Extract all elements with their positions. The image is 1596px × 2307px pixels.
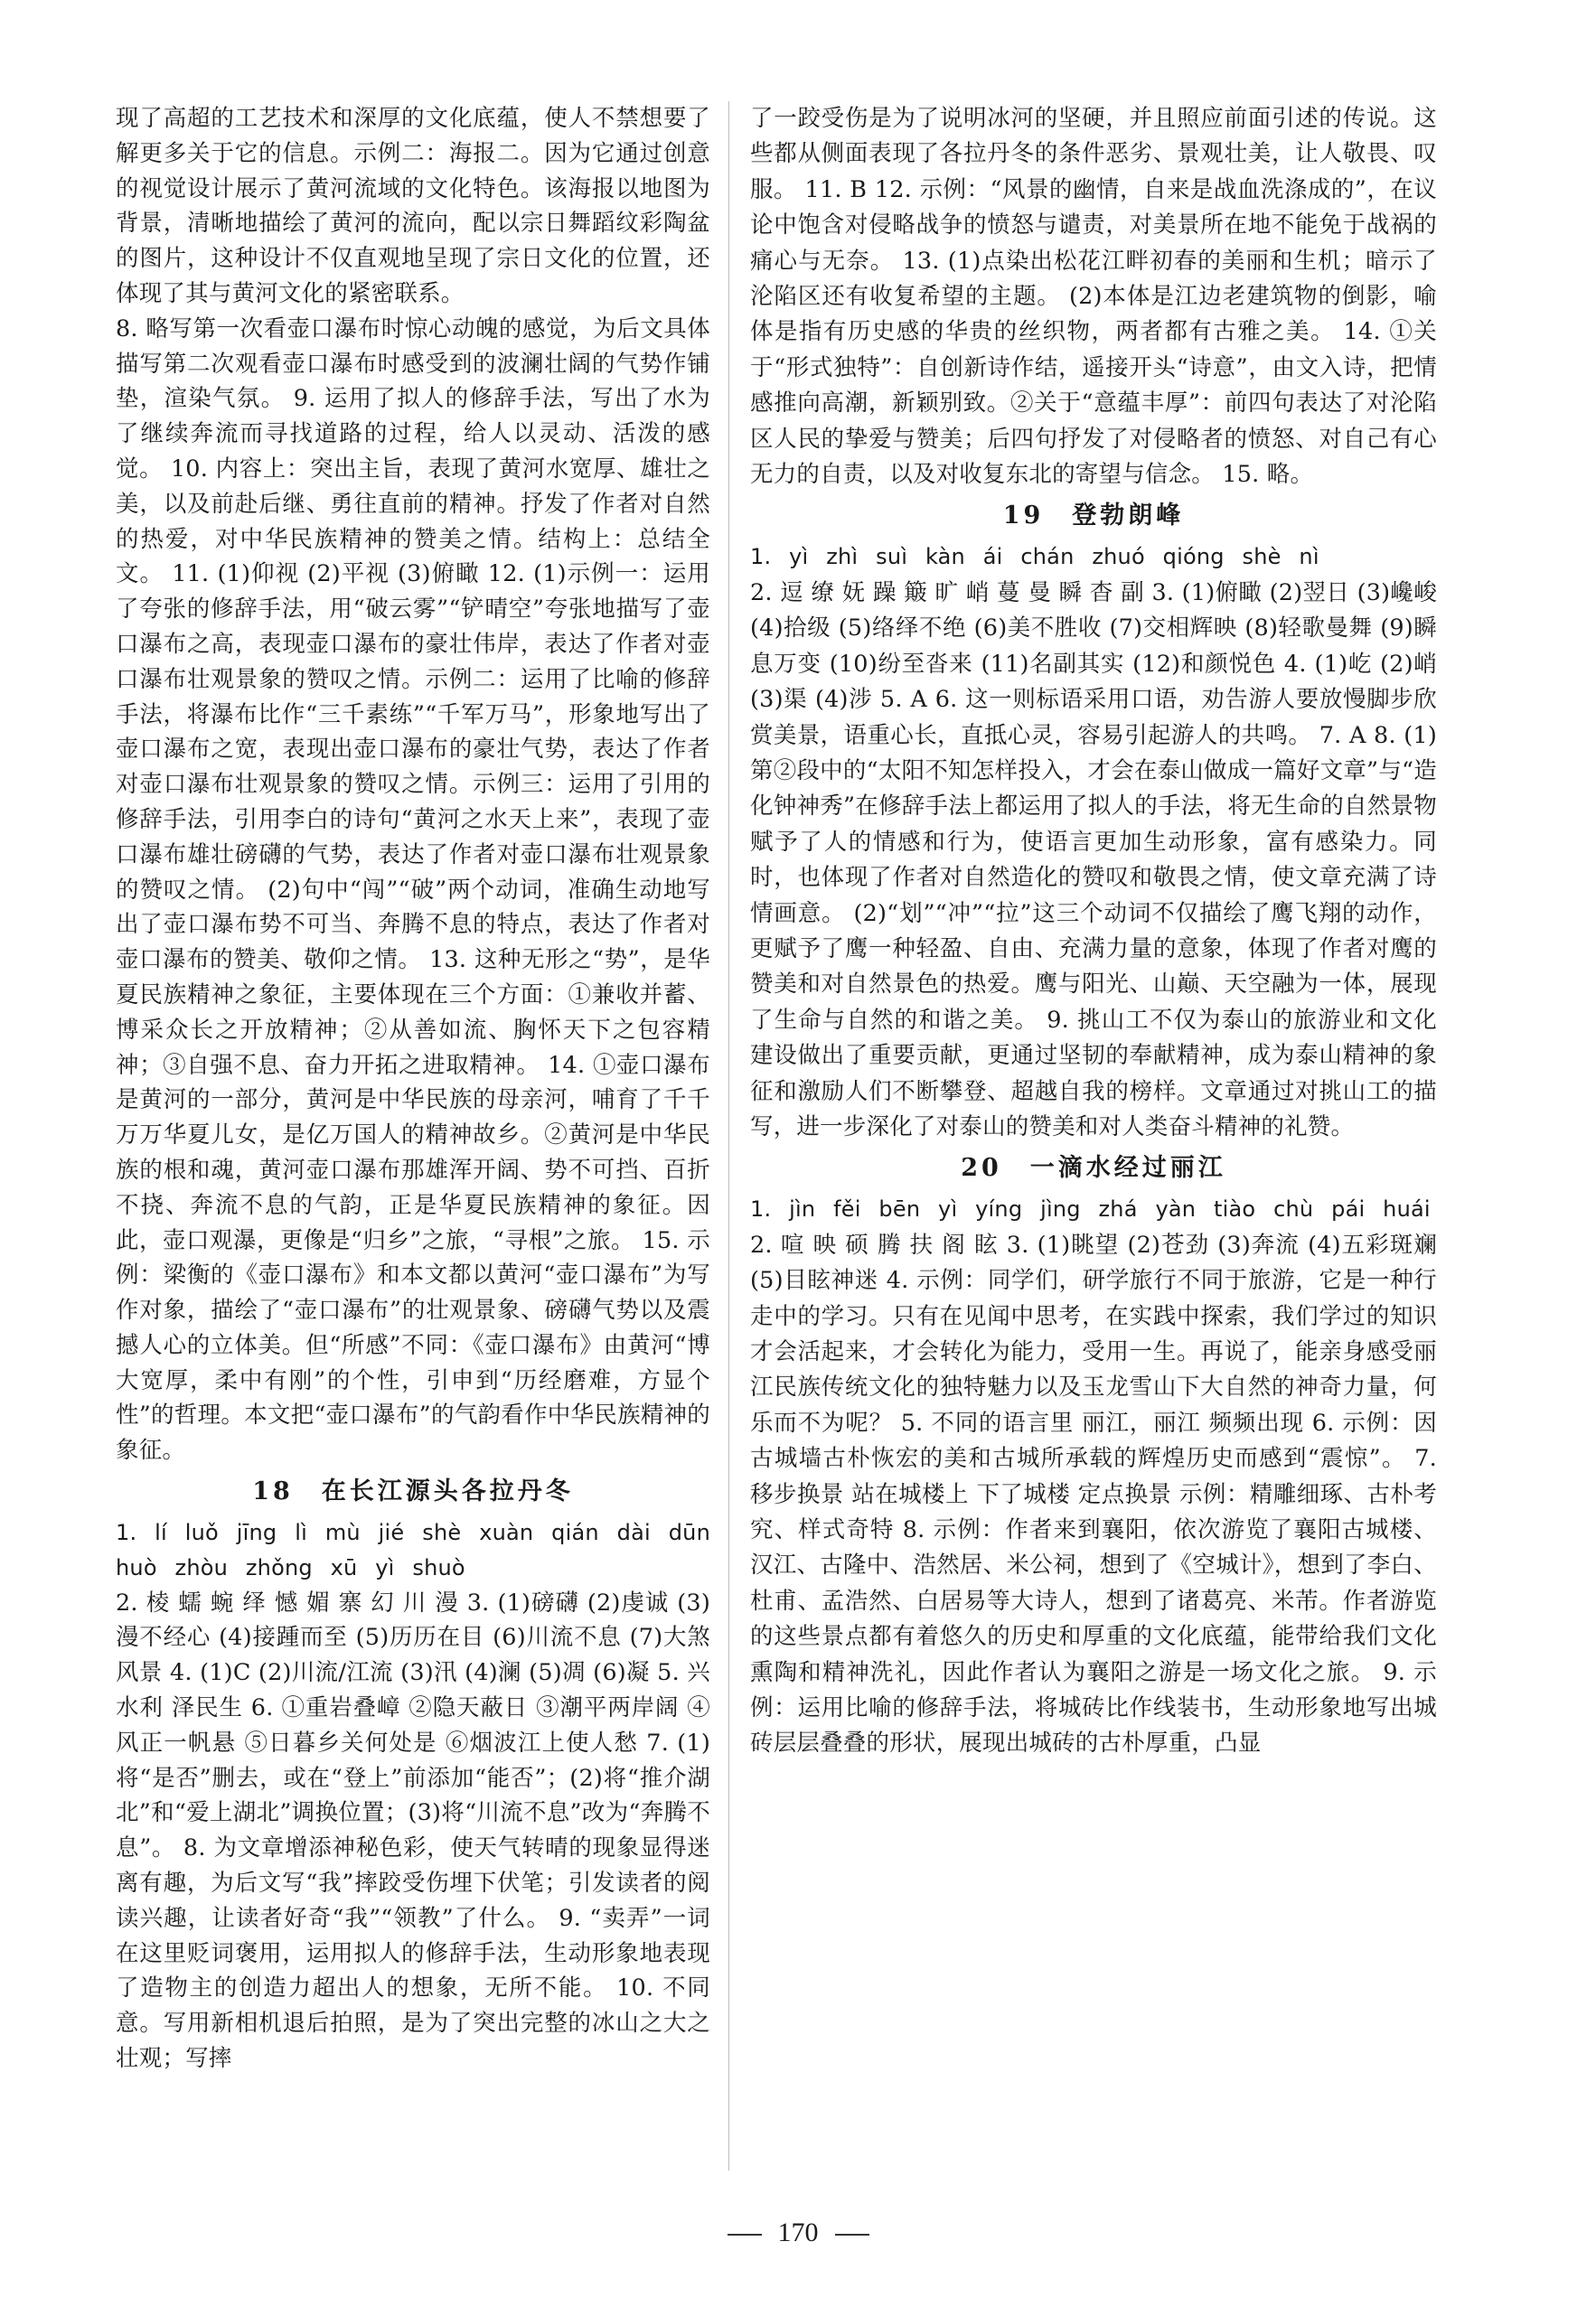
pinyin-answers: 1. jìn fěi bēn yì yíng jìng zhá yàn tiào chù pái huái [750, 1196, 1431, 1223]
pinyin-answers: 1. lí luǒ jīng lì mù jié shè xuàn qián dài dūn huò zhòu zhǒng xū yì shuò [116, 1520, 710, 1580]
footer-dash-left [728, 2234, 762, 2236]
left-column [116, 101, 710, 2077]
footer-dash-right [835, 2234, 869, 2236]
right-column [750, 101, 1437, 1762]
page-number-footer [0, 2218, 1596, 2248]
answer-paragraph: 2. 逗 缭 妩 躁 簸 旷 峭 蔓 曼 瞬 杳 副 3. (1)俯瞰 (2)翌日 (3)巉峻 (4)拾级 (5)络绎不绝 (6)美不胜收 (7)交相辉映 (8)轻歌曼舞 (9)瞬息万变 (10)纷至沓来 (11)名副其实 (12)和颜悦色 4. (1)屹 (2)峭 (3)渠 (4)涉 5. A 6. 这一则标语采用口语，劝告游人要放慢脚步欣赏美景，语重心长，直抵心灵，容易引起游人的共鸣。 7. A 8. (1)第②段中的“太阳不知怎样投入，才会在泰山做成一篇好文章”与“造化钟神秀”在修辞手法上都运用了拟人的手法，将无生命的自然景物赋予了人的情感和行为，使语言更加生动形象，富有感染力。同时，也体现了作者对自然造化的赞叹和敬畏之情，使文章充满了诗情画意。 (2)“划”“冲”“拉”这三个动词不仅描绘了鹰飞翔的动作，更赋予了鹰一种轻盈、自由、充满力量的意象，体现了作者对鹰的赞美和对自然景色的热爱。鹰与阳光、山巅、天空融为一体，展现了生命与自然的和谐之美。 9. 挑山工不仅为泰山的旅游业和文化建设做出了重要贡献，更通过坚韧的奉献精神，成为泰山精神的象征和激励人们不断攀登、超越自我的榜样。文章通过对挑山工的描写，进一步深化了对泰山的赞美和对人类奋斗精神的礼赞。 [750, 578, 1437, 1140]
page-number: 170 [777, 2218, 819, 2247]
section-title: 19 登勃朗峰 [1002, 502, 1185, 530]
answer-paragraph: 现了高超的工艺技术和深厚的文化底蕴，使人不禁想要了解更多关于它的信息。示例二：海报二。因为它通过创意的视觉设计展示了黄河流域的文化特色。该海报以地图为背景，清晰地描绘了黄河的流向，配以宗日舞蹈纹彩陶盆的图片，这种设计不仅直观地呈现了宗日文化的位置，还体现了其与黄河文化的紧密联系。 [116, 105, 710, 307]
column-divider [728, 101, 729, 2171]
section-title: 18 在长江源头各拉丹冬 [252, 1477, 574, 1506]
answer-paragraph: 了一跤受伤是为了说明冰河的坚硬，并且照应前面引述的传说。这些都从侧面表现了各拉丹冬的条件恶劣、景观壮美，让人敬畏、叹服。 11. B 12. 示例：“风景的幽情，自来是战血洗涤成的”，在议论中饱含对侵略战争的愤怒与谴责，对美景所在地不能免于战祸的痛心与无奈。 13. (1)点染出松花江畔初春的美丽和生机；暗示了沦陷区还有收复希望的主题。 (2)本体是江边老建筑物的倒影，喻体是指有历史感的华贵的丝织物，两者都有古雅之美。 14. ①关于“形式独特”：自创新诗作结，遥接开头“诗意”，由文入诗，把情感推向高潮，新颖别致。②关于“意蕴丰厚”：前四句表达了对沦陷区人民的挚爱与赞美；后四句抒发了对侵略者的愤怒、对自己有心无力的自责，以及对收复东北的寄望与信念。 15. 略。 [750, 105, 1437, 489]
answer-paragraph: 2. 喧 映 硕 腾 扶 阁 眩 3. (1)眺望 (2)苍劲 (3)奔流 (4)五彩斑斓 (5)目眩神迷 4. 示例：同学们，研学旅行不同于旅游，它是一种行走中的学习。只有在见闻中思考，在实践中探索，我们学过的知识才会活起来，才会转化为能力，受用一生。再说了，能亲身感受丽江民族传统文化的独特魅力以及玉龙雪山下大自然的神奇力量，何乐而不为呢？ 5. 不同的语言里 丽江，丽江 频频出现 6. 示例：因古城墙古朴恢宏的美和古城所承载的辉煌历史而感到“震惊”。 7. 移步换景 站在城楼上 下了城楼 定点换景 示例：精雕细琢、古朴考究、样式奇特 8. 示例：作者来到襄阳，依次游览了襄阳古城楼、汉江、古隆中、浩然居、米公祠，想到了《空城计》，想到了李白、杜甫、孟浩然、白居易等大诗人，想到了诸葛亮、米芾。作者游览的这些景点都有着悠久的历史和厚重的文化底蕴，能带给我们文化熏陶和精神洗礼，因此作者认为襄阳之游是一场文化之旅。 9. 示例：运用比喻的修辞手法，将城砖比作线装书，生动形象地写出城砖层层叠叠的形状，展现出城砖的古朴厚重，凸显 [750, 1231, 1437, 1758]
pinyin-answers: 1. yì zhì suì kàn ái chán zhuó qióng shè nì [750, 544, 1319, 570]
answer-paragraph: 8. 略写第一次看壶口瀑布时惊心动魄的感觉，为后文具体描写第二次观看壶口瀑布时感受到的波澜壮阔的气势作铺垫，渲染气氛。 9. 运用了拟人的修辞手法，写出了水为了继续奔流而寻找道路的过程，给人以灵动、活泼的感觉。 10. 内容上：突出主旨，表现了黄河水宽厚、雄壮之美，以及前赴后继、勇往直前的精神。抒发了作者对自然的热爱，对中华民族精神的赞美之情。结构上：总结全文。 11. (1)仰视 (2)平视 (3)俯瞰 12. (1)示例一：运用了夸张的修辞手法，用“破云雾”“铲晴空”夸张地描写了壶口瀑布之高，表现壶口瀑布的豪壮伟岸，表达了作者对壶口瀑布壮观景象的赞叹之情。示例二：运用了比喻的修辞手法，将瀑布比作“三千素练”“千军万马”，形象地写出了壶口瀑布之宽，表现出壶口瀑布的豪壮气势，表达了作者对壶口瀑布壮观景象的赞叹之情。示例三：运用了引用的修辞手法，引用李白的诗句“黄河之水天上来”，表现了壶口瀑布雄壮磅礴的气势，表达了作者对壶口瀑布壮观景象的赞叹之情。 (2)句中“闯”“破”两个动词，准确生动地写出了壶口瀑布势不可当、奔腾不息的特点，表达了作者对壶口瀑布的赞美、敬仰之情。 13. 这种无形之“势”，是华夏民族精神之象征，主要体现在三个方面：①兼收并蓄、博采众长之开放精神；②从善如流、胸怀天下之包容精神；③自强不息、奋力开拓之进取精神。 14. ①壶口瀑布是黄河的一部分，黄河是中华民族的母亲河，哺育了千千万万华夏儿女，是亿万国人的精神故乡。②黄河是中华民族的根和魂，黄河壶口瀑布那雄浑开阔、势不可挡、百折不挠、奔流不息的气韵，正是华夏民族精神的象征。因此，壶口观瀑，更像是“归乡”之旅，“寻根”之旅。 15. 示例：梁衡的《壶口瀑布》和本文都以黄河“壶口瀑布”为写作对象，描绘了“壶口瀑布”的壮观景象、磅礴气势以及震撼人心的立体美。但“所感”不同：《壶口瀑布》由黄河“博大宽厚，柔中有刚”的个性，引申到“历经磨难，方显个性”的哲理。本文把“壶口瀑布”的气韵看作中华民族精神的象征。 [116, 314, 710, 1465]
answer-paragraph: 2. 棱 蠕 蜿 绎 憾 媚 寨 幻 川 漫 3. (1)磅礴 (2)虔诚 (3)漫不经心 (4)接踵而至 (5)历历在目 (6)川流不息 (7)大煞风景 4. (1)C (2)川流/江流 (3)汛 (4)澜 (5)凋 (6)凝 5. 兴水利 泽民生 6. ①重岩叠嶂 ②隐天蔽日 ③潮平两岸阔 ④风正一帆悬 ⑤日暮乡关何处是 ⑥烟波江上使人愁 7. (1)将“是否”删去，或在“登上”前添加“能否”；(2)将“推介湖北”和“爱上湖北”调换位置；(3)将“川流不息”改为“奔腾不息”。 8. 为文章增添神秘色彩，使天气转晴的现象显得迷离有趣，为后文写“我”摔跤受伤埋下伏笔；引发读者的阅读兴趣，让读者好奇“我”“领教”了什么。 9. “卖弄”一词在这里贬词褒用，运用拟人的修辞手法，生动形象地表现了造物主的创造力超出人的想象，无所不能。 10. 不同意。写用新相机退后拍照，是为了突出完整的冰山之大之壮观；写摔 [116, 1589, 710, 2073]
section-title: 20 一滴水经过丽江 [961, 1154, 1226, 1183]
